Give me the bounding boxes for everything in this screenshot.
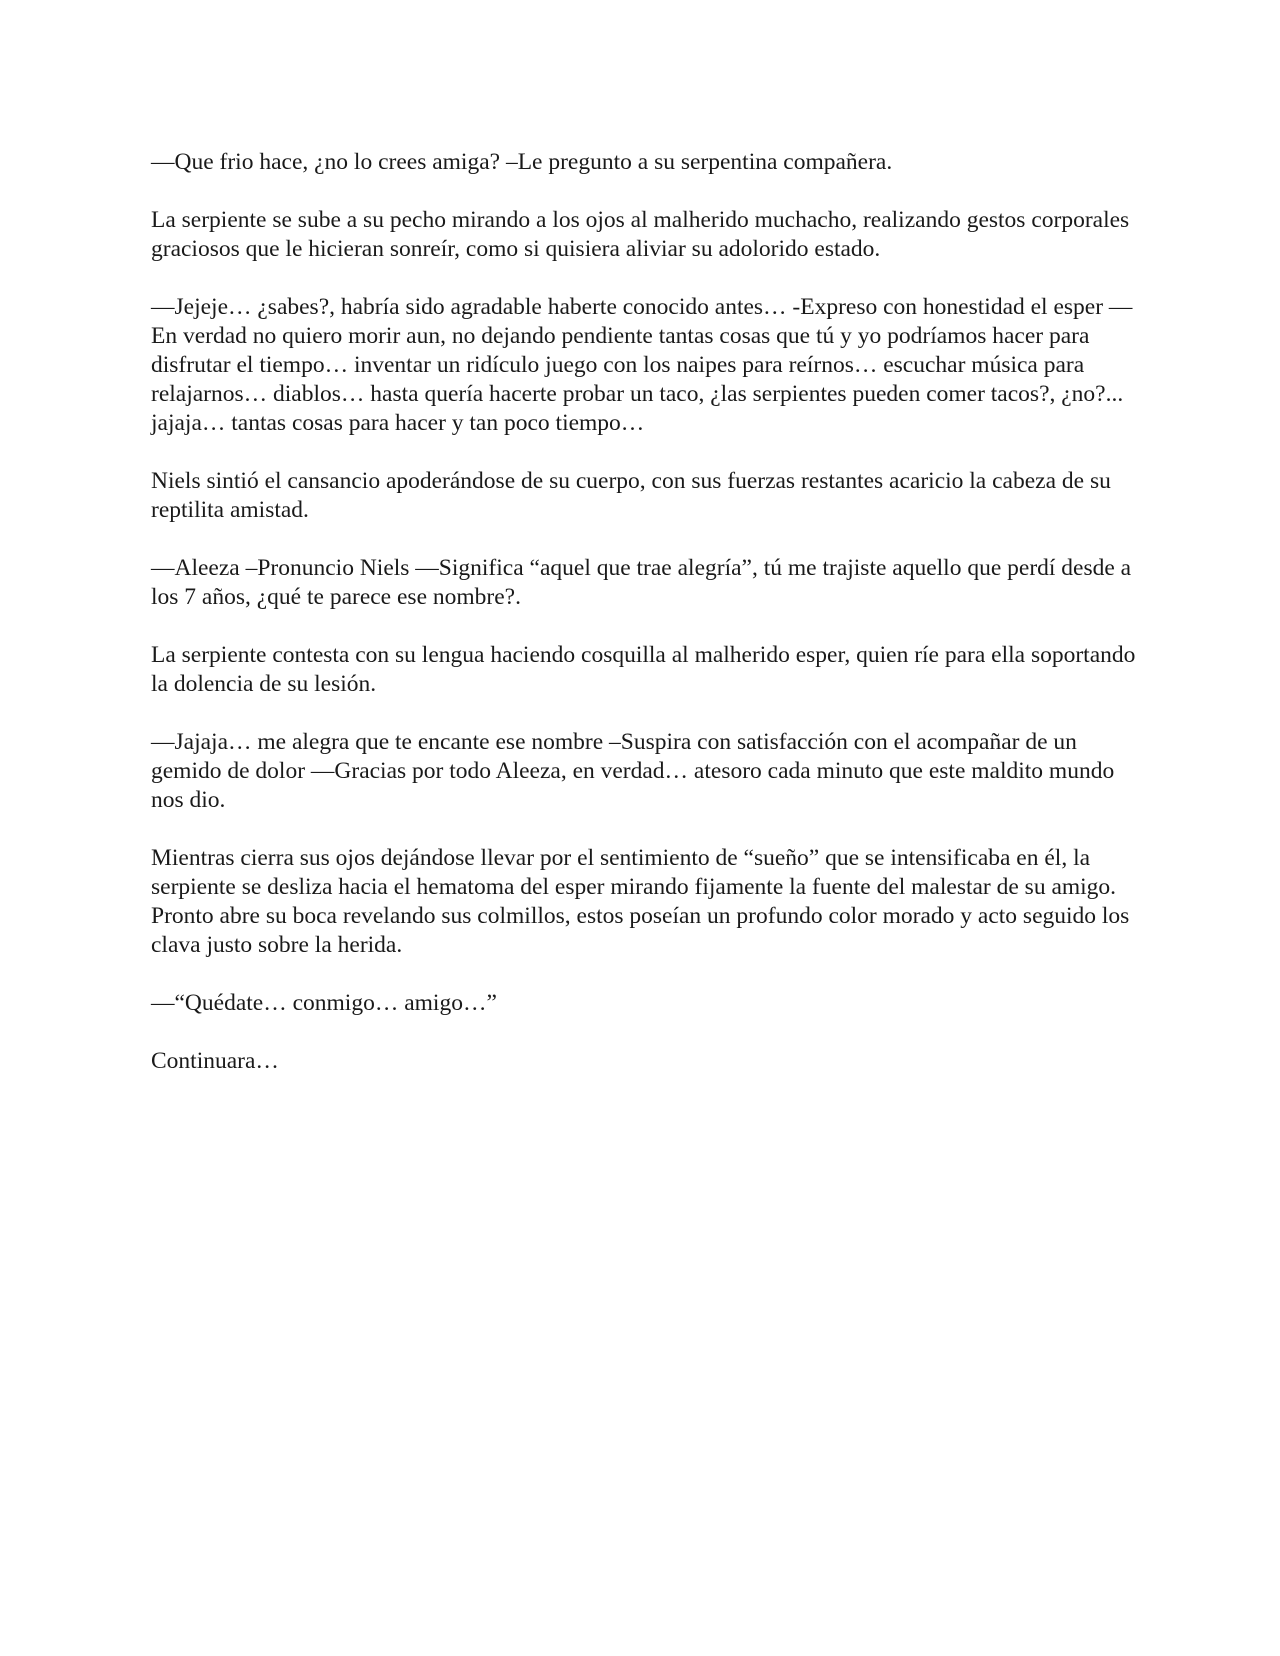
paragraph-9: —“Quédate… conmigo… amigo…”: [151, 990, 497, 1016]
document-body: [151, 148, 1141, 1105]
paragraph-1: —Que frio hace, ¿no lo crees amiga? –Le pregunto a su serpentina compañera.: [151, 149, 893, 175]
paragraph-10: Continuara…: [151, 1048, 279, 1074]
paragraph-2: La serpiente se sube a su pecho mirando a los ojos al malherido muchacho, realizando gestos corporales graciosos que le hicieran sonreír, como si quisiera aliviar su adolorido estado.: [151, 207, 1130, 262]
paragraph-8: Mientras cierra sus ojos dejándose llevar por el sentimiento de “sueño” que se intensificaba en él, la serpiente se desliza hacia el hematoma del esper mirando fijamente la fuente del malestar de su amigo. Pronto abre su boca revelando sus colmillos, estos poseían un profundo color morado y acto seguido los clava justo sobre la herida.: [151, 845, 1130, 958]
paragraph-5: —Aleeza –Pronuncio Niels —Significa “aquel que trae alegría”, tú me trajiste aquello que perdí desde a los 7 años, ¿qué te parece ese nombre?.: [151, 555, 1132, 610]
paragraph-3: —Jejeje… ¿sabes?, habría sido agradable haberte conocido antes… -Expreso con honestidad el esper —En verdad no quiero morir aun, no dejando pendiente tantas cosas que tú y yo podríamos hacer para disfrutar el tiempo… inventar un ridículo juego con los naipes para reírnos… escuchar música para relajarnos… diablos… hasta quería hacerte probar un taco, ¿las serpientes pueden comer tacos?, ¿no?... jajaja… tantas cosas para hacer y tan poco tiempo…: [151, 294, 1133, 436]
paragraph-6: La serpiente contesta con su lengua haciendo cosquilla al malherido esper, quien ríe para ella soportando la dolencia de su lesión.: [151, 642, 1136, 697]
paragraph-4: Niels sintió el cansancio apoderándose de su cuerpo, con sus fuerzas restantes acaricio la cabeza de su reptilita amistad.: [151, 468, 1111, 523]
paragraph-7: —Jajaja… me alegra que te encante ese nombre –Suspira con satisfacción con el acompañar de un gemido de dolor —Gracias por todo Aleeza, en verdad… atesoro cada minuto que este maldito mundo nos dio.: [151, 729, 1115, 813]
